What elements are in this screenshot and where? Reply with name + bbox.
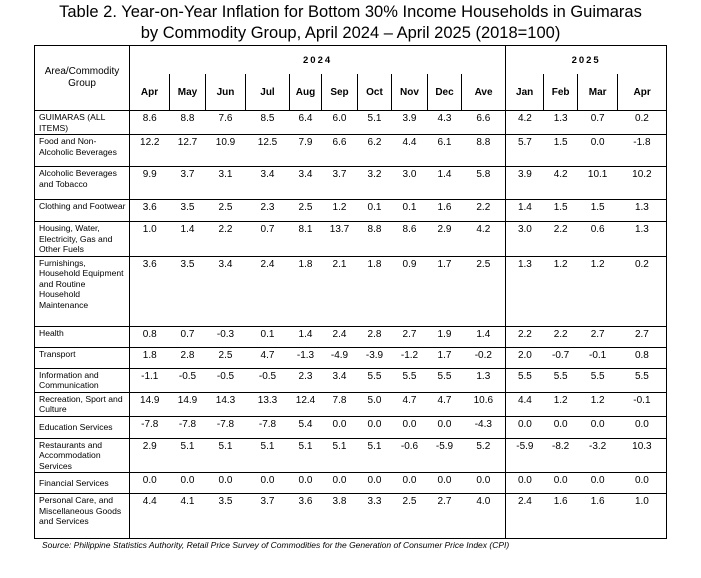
value-cell: 1.2 (544, 256, 578, 326)
area-cell: Recreation, Sport and Culture (35, 392, 130, 416)
value-cell: 0.0 (506, 416, 544, 438)
value-cell: 8.1 (290, 222, 322, 257)
value-cell: 5.1 (358, 438, 392, 473)
value-cell: 10.3 (618, 438, 667, 473)
value-cell: -7.8 (206, 416, 246, 438)
value-cell: 10.6 (462, 392, 506, 416)
value-cell: 1.6 (544, 494, 578, 539)
value-cell: 2.1 (322, 256, 358, 326)
value-cell: 3.4 (290, 167, 322, 200)
value-cell: 1.2 (322, 200, 358, 222)
value-cell: 3.1 (206, 167, 246, 200)
value-cell: 0.0 (462, 473, 506, 494)
value-cell: -3.9 (358, 347, 392, 368)
table-row (35, 416, 667, 438)
value-cell: 6.4 (290, 111, 322, 135)
value-cell: 3.6 (290, 494, 322, 539)
value-cell: 3.7 (322, 167, 358, 200)
value-cell: 1.8 (130, 347, 170, 368)
value-cell: 0.0 (246, 473, 290, 494)
value-cell: 1.3 (544, 111, 578, 135)
value-cell: 0.1 (246, 326, 290, 347)
value-cell: 3.5 (206, 494, 246, 539)
area-cell: Food and Non-Alcoholic Beverages (35, 135, 130, 167)
value-cell: -5.9 (428, 438, 462, 473)
area-cell: Furnishings, Household Equipment and Routine Household Maintenance (35, 256, 130, 326)
source-note: Source: Philippine Statistics Authority, Retail Price Survey of Commodities for the Generation of Consumer Price Index (CPI) (42, 540, 510, 550)
table-row (35, 368, 667, 392)
value-cell: 4.7 (428, 392, 462, 416)
value-cell: 2.4 (506, 494, 544, 539)
table-title (0, 2, 701, 44)
value-cell: 6.6 (322, 135, 358, 167)
value-cell: 5.8 (462, 167, 506, 200)
value-cell: -0.5 (246, 368, 290, 392)
title-line-2: by Commodity Group, April 2024 – April 2025 (2018=100) (140, 24, 561, 42)
table-row (35, 494, 667, 539)
value-cell: 1.5 (544, 200, 578, 222)
value-cell: 2.2 (544, 222, 578, 257)
value-cell: 6.2 (358, 135, 392, 167)
value-cell: 0.0 (506, 473, 544, 494)
value-cell: 2.7 (578, 326, 618, 347)
value-cell: 0.1 (392, 200, 428, 222)
table-row (35, 392, 667, 416)
value-cell: 4.2 (462, 222, 506, 257)
value-cell: 13.7 (322, 222, 358, 257)
value-cell: 0.0 (578, 135, 618, 167)
value-cell: 0.0 (578, 416, 618, 438)
area-cell: Financial Services (35, 473, 130, 494)
value-cell: 2.5 (206, 200, 246, 222)
month-header: Apr (618, 74, 667, 111)
value-cell: 1.2 (578, 256, 618, 326)
value-cell: 0.1 (358, 200, 392, 222)
value-cell: 10.9 (206, 135, 246, 167)
value-cell: -0.1 (618, 392, 667, 416)
value-cell: 9.9 (130, 167, 170, 200)
month-header: Jan (506, 74, 544, 111)
value-cell: -0.5 (206, 368, 246, 392)
title-line-1: Table 2. Year-on-Year Inflation for Bottom 30% Income Households in Guimaras (59, 3, 642, 21)
value-cell: 2.3 (290, 368, 322, 392)
value-cell: -0.1 (578, 347, 618, 368)
value-cell: 1.3 (462, 368, 506, 392)
value-cell: 2.4 (322, 326, 358, 347)
value-cell: 3.4 (246, 167, 290, 200)
value-cell: 5.5 (578, 368, 618, 392)
value-cell: 1.3 (618, 222, 667, 257)
value-cell: 4.2 (544, 167, 578, 200)
value-cell: 0.0 (428, 416, 462, 438)
value-cell: 5.1 (322, 438, 358, 473)
value-cell: 8.5 (246, 111, 290, 135)
area-cell: Health (35, 326, 130, 347)
value-cell: -4.9 (322, 347, 358, 368)
value-cell: 10.1 (578, 167, 618, 200)
value-cell: -1.1 (130, 368, 170, 392)
value-cell: 0.0 (618, 416, 667, 438)
value-cell: -1.3 (290, 347, 322, 368)
value-cell: 4.7 (392, 392, 428, 416)
value-cell: -1.2 (392, 347, 428, 368)
value-cell: -7.8 (130, 416, 170, 438)
value-cell: -1.8 (618, 135, 667, 167)
value-cell: -3.2 (578, 438, 618, 473)
value-cell: 8.8 (170, 111, 206, 135)
table-row (35, 347, 667, 368)
value-cell: 4.0 (462, 494, 506, 539)
value-cell: -0.3 (206, 326, 246, 347)
value-cell: 0.9 (392, 256, 428, 326)
area-column-header: Area/Commodity Group (35, 46, 130, 111)
table-row (35, 200, 667, 222)
value-cell: 5.1 (290, 438, 322, 473)
value-cell: -7.8 (170, 416, 206, 438)
value-cell: 1.7 (428, 347, 462, 368)
value-cell: 1.4 (290, 326, 322, 347)
value-cell: 0.6 (578, 222, 618, 257)
value-cell: 2.9 (130, 438, 170, 473)
value-cell: 4.1 (170, 494, 206, 539)
value-cell: 2.7 (428, 494, 462, 539)
value-cell: 5.4 (290, 416, 322, 438)
value-cell: 5.5 (428, 368, 462, 392)
value-cell: 4.4 (130, 494, 170, 539)
value-cell: 7.9 (290, 135, 322, 167)
value-cell: 6.0 (322, 111, 358, 135)
value-cell: -0.6 (392, 438, 428, 473)
value-cell: 5.1 (358, 111, 392, 135)
value-cell: -8.2 (544, 438, 578, 473)
value-cell: 8.8 (358, 222, 392, 257)
value-cell: 5.5 (544, 368, 578, 392)
value-cell: 10.2 (618, 167, 667, 200)
value-cell: 3.6 (130, 256, 170, 326)
value-cell: 2.8 (358, 326, 392, 347)
value-cell: 2.3 (246, 200, 290, 222)
value-cell: 8.8 (462, 135, 506, 167)
value-cell: 5.1 (170, 438, 206, 473)
value-cell: 3.9 (506, 167, 544, 200)
value-cell: 2.7 (618, 326, 667, 347)
value-cell: 2.5 (206, 347, 246, 368)
table-row (35, 256, 667, 326)
area-cell: Transport (35, 347, 130, 368)
value-cell: 14.3 (206, 392, 246, 416)
value-cell: 0.0 (170, 473, 206, 494)
area-cell: Education Services (35, 416, 130, 438)
value-cell: 1.5 (544, 135, 578, 167)
value-cell: 3.5 (170, 256, 206, 326)
value-cell: 1.2 (578, 392, 618, 416)
value-cell: 1.6 (428, 200, 462, 222)
table-row (35, 167, 667, 200)
area-cell: Restaurants and Accommodation Services (35, 438, 130, 473)
value-cell: 5.1 (206, 438, 246, 473)
value-cell: 12.7 (170, 135, 206, 167)
value-cell: 2.2 (462, 200, 506, 222)
value-cell: 0.2 (618, 256, 667, 326)
value-cell: 3.5 (170, 200, 206, 222)
value-cell: -4.3 (462, 416, 506, 438)
table-row (35, 135, 667, 167)
value-cell: 0.0 (392, 416, 428, 438)
value-cell: 3.4 (322, 368, 358, 392)
value-cell: 14.9 (170, 392, 206, 416)
value-cell: 1.0 (618, 494, 667, 539)
value-cell: 7.8 (322, 392, 358, 416)
value-cell: 5.5 (392, 368, 428, 392)
value-cell: 0.7 (578, 111, 618, 135)
value-cell: -0.2 (462, 347, 506, 368)
value-cell: 0.0 (322, 416, 358, 438)
value-cell: 2.5 (462, 256, 506, 326)
value-cell: 1.8 (290, 256, 322, 326)
value-cell: 0.0 (290, 473, 322, 494)
value-cell: 6.6 (462, 111, 506, 135)
area-cell: Personal Care, and Miscellaneous Goods and Services (35, 494, 130, 539)
value-cell: 2.8 (170, 347, 206, 368)
value-cell: 12.5 (246, 135, 290, 167)
month-header: Ave (462, 74, 506, 111)
value-cell: 13.3 (246, 392, 290, 416)
value-cell: 3.2 (358, 167, 392, 200)
value-cell: 4.2 (506, 111, 544, 135)
value-cell: 4.4 (506, 392, 544, 416)
value-cell: 14.9 (130, 392, 170, 416)
value-cell: 1.3 (618, 200, 667, 222)
table-row (35, 326, 667, 347)
value-cell: 0.0 (206, 473, 246, 494)
value-cell: 0.0 (392, 473, 428, 494)
value-cell: 2.0 (506, 347, 544, 368)
value-cell: 2.2 (206, 222, 246, 257)
value-cell: 3.7 (246, 494, 290, 539)
value-cell: 5.7 (506, 135, 544, 167)
value-cell: 1.8 (358, 256, 392, 326)
year-2025-header: 2025 (506, 46, 667, 75)
value-cell: 0.0 (428, 473, 462, 494)
value-cell: 1.4 (462, 326, 506, 347)
value-cell: -7.8 (246, 416, 290, 438)
year-2024-header: 2024 (130, 46, 506, 75)
table-row (35, 438, 667, 473)
value-cell: 3.6 (130, 200, 170, 222)
value-cell: 1.2 (544, 392, 578, 416)
value-cell: 8.6 (392, 222, 428, 257)
area-cell: Clothing and Footwear (35, 200, 130, 222)
month-header: Apr (130, 74, 170, 111)
value-cell: 3.9 (392, 111, 428, 135)
value-cell: 3.8 (322, 494, 358, 539)
area-cell: Housing, Water, Electricity, Gas and Other Fuels (35, 222, 130, 257)
value-cell: 4.3 (428, 111, 462, 135)
table-row (35, 111, 667, 135)
value-cell: 0.0 (544, 416, 578, 438)
value-cell: 1.3 (506, 256, 544, 326)
value-cell: 2.2 (506, 326, 544, 347)
value-cell: 4.4 (392, 135, 428, 167)
value-cell: 2.7 (392, 326, 428, 347)
value-cell: 1.4 (506, 200, 544, 222)
month-header: Feb (544, 74, 578, 111)
value-cell: 0.8 (618, 347, 667, 368)
value-cell: 1.0 (130, 222, 170, 257)
month-header: Jun (206, 74, 246, 111)
value-cell: 3.0 (392, 167, 428, 200)
value-cell: 1.5 (578, 200, 618, 222)
value-cell: 1.6 (578, 494, 618, 539)
value-cell: 1.7 (428, 256, 462, 326)
table-row (35, 222, 667, 257)
value-cell: 3.3 (358, 494, 392, 539)
value-cell: 0.8 (130, 326, 170, 347)
value-cell: 0.2 (618, 111, 667, 135)
value-cell: 6.1 (428, 135, 462, 167)
value-cell: 1.4 (170, 222, 206, 257)
value-cell: 0.7 (170, 326, 206, 347)
value-cell: 5.2 (462, 438, 506, 473)
value-cell: 0.0 (618, 473, 667, 494)
value-cell: 0.0 (358, 473, 392, 494)
inflation-table (34, 45, 667, 539)
value-cell: 5.5 (618, 368, 667, 392)
value-cell: 3.4 (206, 256, 246, 326)
value-cell: 12.2 (130, 135, 170, 167)
value-cell: 0.0 (544, 473, 578, 494)
value-cell: 2.9 (428, 222, 462, 257)
value-cell: 8.6 (130, 111, 170, 135)
area-cell: Information and Communication (35, 368, 130, 392)
month-header: Oct (358, 74, 392, 111)
month-header: Nov (392, 74, 428, 111)
value-cell: 5.5 (506, 368, 544, 392)
value-cell: 1.9 (428, 326, 462, 347)
value-cell: 5.5 (358, 368, 392, 392)
value-cell: 4.7 (246, 347, 290, 368)
value-cell: 0.0 (578, 473, 618, 494)
value-cell: 3.7 (170, 167, 206, 200)
value-cell: 2.2 (544, 326, 578, 347)
value-cell: 0.0 (322, 473, 358, 494)
value-cell: 5.1 (246, 438, 290, 473)
value-cell: 0.0 (130, 473, 170, 494)
value-cell: -0.7 (544, 347, 578, 368)
value-cell: -0.5 (170, 368, 206, 392)
area-cell: Alcoholic Beverages and Tobacco (35, 167, 130, 200)
area-cell: GUIMARAS (ALL ITEMS) (35, 111, 130, 135)
month-header: Sep (322, 74, 358, 111)
value-cell: 0.7 (246, 222, 290, 257)
value-cell: 2.5 (290, 200, 322, 222)
value-cell: 2.4 (246, 256, 290, 326)
month-header: Dec (428, 74, 462, 111)
value-cell: 0.0 (358, 416, 392, 438)
value-cell: 1.4 (428, 167, 462, 200)
value-cell: 12.4 (290, 392, 322, 416)
value-cell: -5.9 (506, 438, 544, 473)
table-row (35, 473, 667, 494)
value-cell: 7.6 (206, 111, 246, 135)
value-cell: 3.0 (506, 222, 544, 257)
month-header: Jul (246, 74, 290, 111)
value-cell: 2.5 (392, 494, 428, 539)
month-header: Mar (578, 74, 618, 111)
month-header: Aug (290, 74, 322, 111)
month-header: May (170, 74, 206, 111)
value-cell: 5.0 (358, 392, 392, 416)
